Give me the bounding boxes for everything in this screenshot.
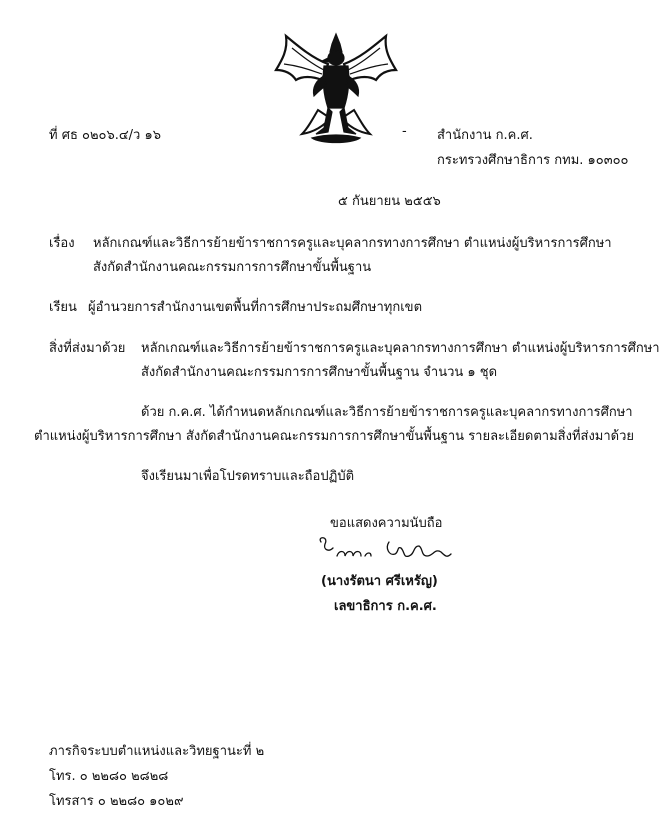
enclosure-label: สิ่งที่ส่งมาด้วย bbox=[49, 341, 126, 356]
salutation-label: เรียน bbox=[49, 300, 77, 315]
body-paragraph-line-1: ด้วย ก.ค.ศ. ได้กำหนดหลักเกณฑ์และวิธีการย้ายข้าราชการครูและบุคลากรทางการศึกษา bbox=[141, 405, 633, 420]
regards: ขอแสดงความนับถือ bbox=[330, 516, 443, 531]
office-name: สำนักงาน ก.ค.ศ. bbox=[437, 128, 533, 143]
document-number: ที่ ศธ ๐๒๐๖.๔/ว ๑๖ bbox=[49, 128, 161, 143]
salutation-text: ผู้อำนวยการสำนักงานเขตพื้นที่การศึกษาประถมศึกษาทุกเขต bbox=[88, 300, 423, 315]
office-address: กระทรวงศึกษาธิการ กทม. ๑๐๓๐๐ bbox=[437, 153, 629, 168]
signer-title: เลขาธิการ ก.ค.ศ. bbox=[334, 599, 437, 614]
footer-phone: โทร. ๐ ๒๒๘๐ ๒๘๒๘ bbox=[49, 769, 169, 784]
handwritten-signature bbox=[315, 534, 455, 566]
footer-department: ภารกิจระบบตำแหน่งและวิทยฐานะที่ ๒ bbox=[49, 744, 265, 759]
signer-name: (นางรัตนา ศรีเหรัญ) bbox=[321, 574, 438, 589]
garuda-emblem-icon bbox=[272, 30, 400, 148]
closing-sentence: จึงเรียนมาเพื่อโปรดทราบและถือปฏิบัติ bbox=[141, 469, 355, 484]
body-paragraph-line-2: ตำแหน่งผู้บริหารการศึกษา สังกัดสำนักงานคณะกรรมการการศึกษาขั้นพื้นฐาน รายละเอียดตามสิ่งที่ส่งมาด้วย bbox=[34, 429, 635, 444]
subject-line-1: หลักเกณฑ์และวิธีการย้ายข้าราชการครูและบุคลากรทางการศึกษา ตำแหน่งผู้บริหารการศึกษา bbox=[93, 236, 612, 251]
subject-label: เรื่อง bbox=[49, 236, 75, 251]
enclosure-line-2: สังกัดสำนักงานคณะกรรมการการศึกษาขั้นพื้นฐาน จำนวน ๑ ชุด bbox=[141, 365, 498, 380]
separator-dash: - bbox=[402, 124, 407, 139]
footer-fax: โทรสาร ๐ ๒๒๘๐ ๑๐๒๙ bbox=[49, 794, 184, 809]
subject-line-2: สังกัดสำนักงานคณะกรรมการการศึกษาขั้นพื้นฐาน bbox=[93, 260, 372, 275]
enclosure-line-1: หลักเกณฑ์และวิธีการย้ายข้าราชการครูและบุคลากรทางการศึกษา ตำแหน่งผู้บริหารการศึกษา bbox=[141, 341, 660, 356]
document-date: ๕ กันยายน ๒๕๕๖ bbox=[338, 194, 441, 209]
